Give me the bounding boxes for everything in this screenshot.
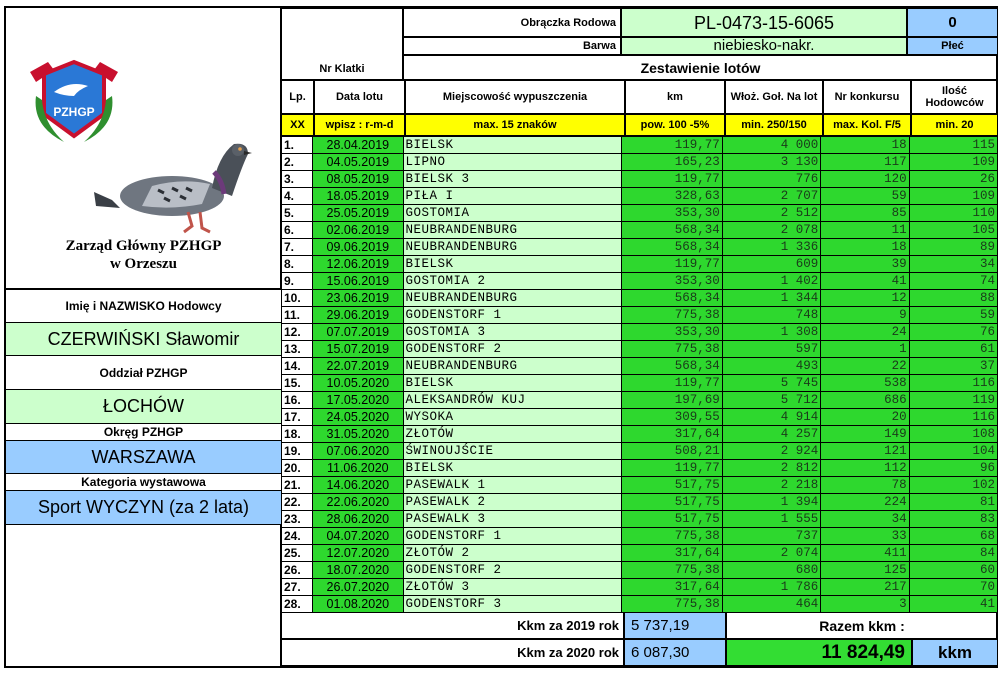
row-contest: 538	[821, 375, 909, 392]
row-contest: 3	[821, 596, 909, 613]
row-date: 31.05.2020	[313, 426, 403, 443]
row-place: PASEWALK 1	[403, 477, 622, 494]
row-contest: 20	[821, 409, 909, 426]
table-row	[282, 154, 998, 171]
row-date: 23.06.2019	[313, 290, 403, 307]
row-contest: 121	[821, 443, 909, 460]
category-value: Sport WYCZYN (za 2 lata)	[6, 490, 281, 524]
row-contest: 117	[821, 154, 909, 171]
row-km: 775,38	[622, 341, 722, 358]
row-lp: 27.	[282, 579, 313, 596]
row-date: 15.06.2019	[313, 273, 403, 290]
row-km: 317,64	[622, 579, 722, 596]
row-km: 508,21	[622, 443, 722, 460]
row-breeders: 88	[909, 290, 997, 307]
row-breeders: 115	[909, 137, 997, 154]
row-breeders: 74	[909, 273, 997, 290]
row-place: WYSOKA	[403, 409, 622, 426]
row-km: 517,75	[622, 494, 722, 511]
table-row	[282, 256, 998, 273]
row-lp: 21.	[282, 477, 313, 494]
row-breeders: 83	[909, 511, 997, 528]
row-breeders: 109	[909, 154, 997, 171]
row-contest: 224	[821, 494, 909, 511]
table-row	[282, 137, 998, 154]
row-birds: 464	[722, 596, 820, 613]
row-date: 08.05.2019	[313, 171, 403, 188]
row-date: 24.05.2020	[313, 409, 403, 426]
row-place: LIPNO	[403, 154, 622, 171]
row-birds: 1 402	[722, 273, 820, 290]
row-km: 775,38	[622, 307, 722, 324]
row-date: 07.07.2019	[313, 324, 403, 341]
row-breeders: 68	[909, 528, 997, 545]
table-row	[282, 596, 998, 613]
row-place: BIELSK	[403, 256, 622, 273]
table-row	[282, 477, 998, 494]
category-label: Kategoria wystawowa	[6, 473, 281, 490]
row-place: GOSTOMIA 3	[403, 324, 622, 341]
row-birds: 776	[722, 171, 820, 188]
organization-name-line1: Zarząd Główny PZHGP	[65, 238, 222, 254]
row-birds: 2 924	[722, 443, 820, 460]
table-row	[282, 375, 998, 392]
row-contest: 24	[821, 324, 909, 341]
row-contest: 34	[821, 511, 909, 528]
document-frame	[4, 6, 998, 668]
row-lp: 7.	[282, 239, 313, 256]
row-birds: 3 130	[722, 154, 820, 171]
row-lp: 6.	[282, 222, 313, 239]
row-birds: 2 512	[722, 205, 820, 222]
row-km: 119,77	[622, 375, 722, 392]
row-birds: 609	[722, 256, 820, 273]
hint-place: max. 15 znaków	[405, 114, 625, 136]
table-row	[282, 426, 998, 443]
row-place: GODENSTORF 2	[403, 562, 622, 579]
row-km: 309,55	[622, 409, 722, 426]
row-breeders: 37	[909, 358, 997, 375]
row-place: PASEWALK 2	[403, 494, 622, 511]
row-place: PASEWALK 3	[403, 511, 622, 528]
row-birds: 737	[722, 528, 820, 545]
ring-label: Obrączka Rodowa	[403, 8, 621, 37]
row-contest: 33	[821, 528, 909, 545]
header-contest: Nr konkursu	[823, 80, 911, 114]
row-place: ŚWINOUJŚCIE	[403, 443, 622, 460]
row-lp: 18.	[282, 426, 313, 443]
row-birds: 1 555	[722, 511, 820, 528]
row-lp: 19.	[282, 443, 313, 460]
row-date: 22.06.2020	[313, 494, 403, 511]
row-km: 317,64	[622, 426, 722, 443]
row-contest: 149	[821, 426, 909, 443]
row-date: 02.06.2019	[313, 222, 403, 239]
kkm-2020-value: 6 087,30	[624, 639, 726, 666]
row-place: ALEKSANDRÓW KUJ	[403, 392, 622, 409]
row-contest: 59	[821, 188, 909, 205]
row-birds: 4 000	[722, 137, 820, 154]
row-contest: 41	[821, 273, 909, 290]
row-date: 25.05.2019	[313, 205, 403, 222]
row-km: 353,30	[622, 205, 722, 222]
row-birds: 4 257	[722, 426, 820, 443]
row-date: 15.07.2019	[313, 341, 403, 358]
row-lp: 10.	[282, 290, 313, 307]
table-row	[282, 290, 998, 307]
table-row	[282, 307, 998, 324]
sex-label: Płeć	[907, 37, 998, 55]
row-birds: 2 812	[722, 460, 820, 477]
table-row	[282, 239, 998, 256]
ring-value: PL-0473-15-6065	[621, 8, 907, 37]
table-row	[282, 188, 998, 205]
table-row	[282, 511, 998, 528]
color-label: Barwa	[403, 37, 621, 55]
header-km: km	[625, 80, 725, 114]
header-date: Data lotu	[314, 80, 405, 114]
row-lp: 17.	[282, 409, 313, 426]
row-place: BIELSK	[403, 137, 622, 154]
row-contest: 11	[821, 222, 909, 239]
breeder-name-label: Imię i NAZWISKO Hodowcy	[6, 288, 281, 322]
kkm-2019-label: Kkm za 2019 rok	[281, 612, 624, 639]
row-lp: 28.	[282, 596, 313, 613]
row-place: ZŁOTÓW	[403, 426, 622, 443]
row-contest: 39	[821, 256, 909, 273]
left-panel	[6, 8, 281, 666]
row-km: 165,23	[622, 154, 722, 171]
table-row	[282, 443, 998, 460]
row-breeders: 41	[909, 596, 997, 613]
row-date: 17.05.2020	[313, 392, 403, 409]
row-breeders: 89	[909, 239, 997, 256]
hint-km: pow. 100 -5%	[625, 114, 725, 136]
row-breeders: 105	[909, 222, 997, 239]
row-km: 568,34	[622, 222, 722, 239]
table-row	[282, 205, 998, 222]
row-place: GODENSTORF 1	[403, 307, 622, 324]
row-birds: 493	[722, 358, 820, 375]
row-place: BIELSK 3	[403, 171, 622, 188]
district-value: WARSZAWA	[6, 440, 281, 473]
breeder-name-value: CZERWIŃSKI Sławomir	[6, 322, 281, 355]
row-date: 18.07.2020	[313, 562, 403, 579]
row-km: 119,77	[622, 460, 722, 477]
row-lp: 11.	[282, 307, 313, 324]
hint-contest: max. Kol. F/5	[823, 114, 911, 136]
row-birds: 2 078	[722, 222, 820, 239]
row-birds: 597	[722, 341, 820, 358]
row-breeders: 70	[909, 579, 997, 596]
row-place: PIŁA I	[403, 188, 622, 205]
row-date: 01.08.2020	[313, 596, 403, 613]
row-lp: 25.	[282, 545, 313, 562]
row-birds: 748	[722, 307, 820, 324]
row-date: 12.07.2020	[313, 545, 403, 562]
hint-lp: XX	[281, 114, 314, 136]
row-km: 353,30	[622, 324, 722, 341]
row-birds: 1 336	[722, 239, 820, 256]
row-contest: 686	[821, 392, 909, 409]
row-place: BIELSK	[403, 460, 622, 477]
row-place: GODENSTORF 3	[403, 596, 622, 613]
row-breeders: 60	[909, 562, 997, 579]
table-row	[282, 579, 998, 596]
row-lp: 8.	[282, 256, 313, 273]
sex-value: 0	[907, 8, 998, 37]
row-date: 12.06.2019	[313, 256, 403, 273]
row-birds: 5 712	[722, 392, 820, 409]
row-contest: 125	[821, 562, 909, 579]
row-date: 29.06.2019	[313, 307, 403, 324]
row-lp: 5.	[282, 205, 313, 222]
row-date: 04.05.2019	[313, 154, 403, 171]
row-km: 317,64	[622, 545, 722, 562]
row-km: 353,30	[622, 273, 722, 290]
row-lp: 15.	[282, 375, 313, 392]
row-place: NEUBRANDENBURG	[403, 358, 622, 375]
row-lp: 23.	[282, 511, 313, 528]
row-km: 197,69	[622, 392, 722, 409]
row-km: 568,34	[622, 239, 722, 256]
table-row	[282, 392, 998, 409]
row-km: 568,34	[622, 358, 722, 375]
row-breeders: 81	[909, 494, 997, 511]
table-row	[282, 273, 998, 290]
row-breeders: 26	[909, 171, 997, 188]
hint-breeders: min. 20	[911, 114, 998, 136]
row-breeders: 104	[909, 443, 997, 460]
row-place: GOSTOMIA 2	[403, 273, 622, 290]
row-place: GODENSTORF 2	[403, 341, 622, 358]
row-date: 11.06.2020	[313, 460, 403, 477]
table-row	[282, 562, 998, 579]
row-lp: 9.	[282, 273, 313, 290]
row-lp: 24.	[282, 528, 313, 545]
total-kkm-unit: kkm	[912, 639, 998, 666]
row-contest: 411	[821, 545, 909, 562]
row-km: 568,34	[622, 290, 722, 307]
row-date: 28.06.2020	[313, 511, 403, 528]
table-title: Zestawienie lotów	[403, 55, 998, 80]
organization-name-line2: w Orzeszu	[109, 256, 178, 272]
row-place: ZŁOTÓW 2	[403, 545, 622, 562]
row-breeders: 119	[909, 392, 997, 409]
kkm-2019-value: 5 737,19	[624, 612, 726, 639]
row-breeders: 109	[909, 188, 997, 205]
row-lp: 16.	[282, 392, 313, 409]
branch-label: Oddział PZHGP	[6, 355, 281, 389]
row-date: 28.04.2019	[313, 137, 403, 154]
row-km: 517,75	[622, 511, 722, 528]
total-kkm-label: Razem kkm :	[726, 612, 998, 639]
row-contest: 85	[821, 205, 909, 222]
table-row	[282, 358, 998, 375]
row-contest: 1	[821, 341, 909, 358]
table-row	[282, 545, 998, 562]
row-km: 119,77	[622, 256, 722, 273]
row-place: NEUBRANDENBURG	[403, 222, 622, 239]
row-contest: 9	[821, 307, 909, 324]
table-row	[282, 341, 998, 358]
row-contest: 112	[821, 460, 909, 477]
row-breeders: 96	[909, 460, 997, 477]
row-birds: 4 914	[722, 409, 820, 426]
left-empty-area	[6, 524, 281, 666]
row-birds: 2 218	[722, 477, 820, 494]
hint-birds: min. 250/150	[725, 114, 823, 136]
row-place: GOSTOMIA	[403, 205, 622, 222]
svg-text:PZHGP: PZHGP	[53, 105, 95, 119]
table-row	[282, 171, 998, 188]
row-contest: 18	[821, 137, 909, 154]
row-birds: 1 394	[722, 494, 820, 511]
row-contest: 120	[821, 171, 909, 188]
row-contest: 22	[821, 358, 909, 375]
row-date: 07.06.2020	[313, 443, 403, 460]
row-date: 22.07.2019	[313, 358, 403, 375]
row-lp: 4.	[282, 188, 313, 205]
row-place: NEUBRANDENBURG	[403, 290, 622, 307]
row-breeders: 59	[909, 307, 997, 324]
row-breeders: 116	[909, 409, 997, 426]
table-row	[282, 460, 998, 477]
header-place: Miejscowość wypuszczenia	[405, 80, 625, 114]
row-birds: 1 344	[722, 290, 820, 307]
row-km: 119,77	[622, 171, 722, 188]
row-date: 26.07.2020	[313, 579, 403, 596]
pigeon-photo	[92, 126, 252, 238]
district-label: Okręg PZHGP	[6, 423, 281, 440]
row-breeders: 108	[909, 426, 997, 443]
row-lp: 14.	[282, 358, 313, 375]
row-km: 328,63	[622, 188, 722, 205]
row-place: GODENSTORF 1	[403, 528, 622, 545]
row-birds: 2 707	[722, 188, 820, 205]
row-birds: 1 786	[722, 579, 820, 596]
row-contest: 18	[821, 239, 909, 256]
header-lp: Lp.	[281, 80, 314, 114]
table-row	[282, 494, 998, 511]
branch-value: ŁOCHÓW	[6, 389, 281, 423]
row-breeders: 102	[909, 477, 997, 494]
table-row	[282, 324, 998, 341]
row-breeders: 116	[909, 375, 997, 392]
row-date: 04.07.2020	[313, 528, 403, 545]
row-lp: 26.	[282, 562, 313, 579]
table-row	[282, 528, 998, 545]
row-birds: 2 074	[722, 545, 820, 562]
row-km: 119,77	[622, 137, 722, 154]
row-date: 10.05.2020	[313, 375, 403, 392]
row-km: 775,38	[622, 562, 722, 579]
row-place: ZŁOTÓW 3	[403, 579, 622, 596]
table-row	[282, 222, 998, 239]
row-date: 14.06.2020	[313, 477, 403, 494]
row-lp: 13.	[282, 341, 313, 358]
row-breeders: 61	[909, 341, 997, 358]
row-date: 09.06.2019	[313, 239, 403, 256]
row-lp: 12.	[282, 324, 313, 341]
row-breeders: 76	[909, 324, 997, 341]
row-breeders: 84	[909, 545, 997, 562]
row-date: 18.05.2019	[313, 188, 403, 205]
row-place: BIELSK	[403, 375, 622, 392]
row-birds: 680	[722, 562, 820, 579]
color-value: niebiesko-nakr.	[621, 37, 907, 55]
row-breeders: 110	[909, 205, 997, 222]
row-km: 517,75	[622, 477, 722, 494]
kkm-2020-label: Kkm za 2020 rok	[281, 639, 624, 666]
table-row	[282, 409, 998, 426]
row-contest: 78	[821, 477, 909, 494]
row-birds: 5 745	[722, 375, 820, 392]
row-lp: 3.	[282, 171, 313, 188]
cage-label: Nr Klatki	[281, 8, 403, 80]
hint-date: wpisz : r-m-d	[314, 114, 405, 136]
row-place: NEUBRANDENBURG	[403, 239, 622, 256]
total-kkm-value: 11 824,49	[726, 639, 912, 666]
row-lp: 20.	[282, 460, 313, 477]
row-km: 775,38	[622, 596, 722, 613]
row-lp: 22.	[282, 494, 313, 511]
header-birds: Włoż. Goł. Na lot	[725, 80, 823, 114]
row-lp: 2.	[282, 154, 313, 171]
row-birds: 1 308	[722, 324, 820, 341]
row-lp: 1.	[282, 137, 313, 154]
row-breeders: 34	[909, 256, 997, 273]
header-breeders: Ilość Hodowców	[911, 80, 998, 114]
flights-table	[281, 136, 998, 613]
row-km: 775,38	[622, 528, 722, 545]
row-contest: 217	[821, 579, 909, 596]
row-contest: 12	[821, 290, 909, 307]
